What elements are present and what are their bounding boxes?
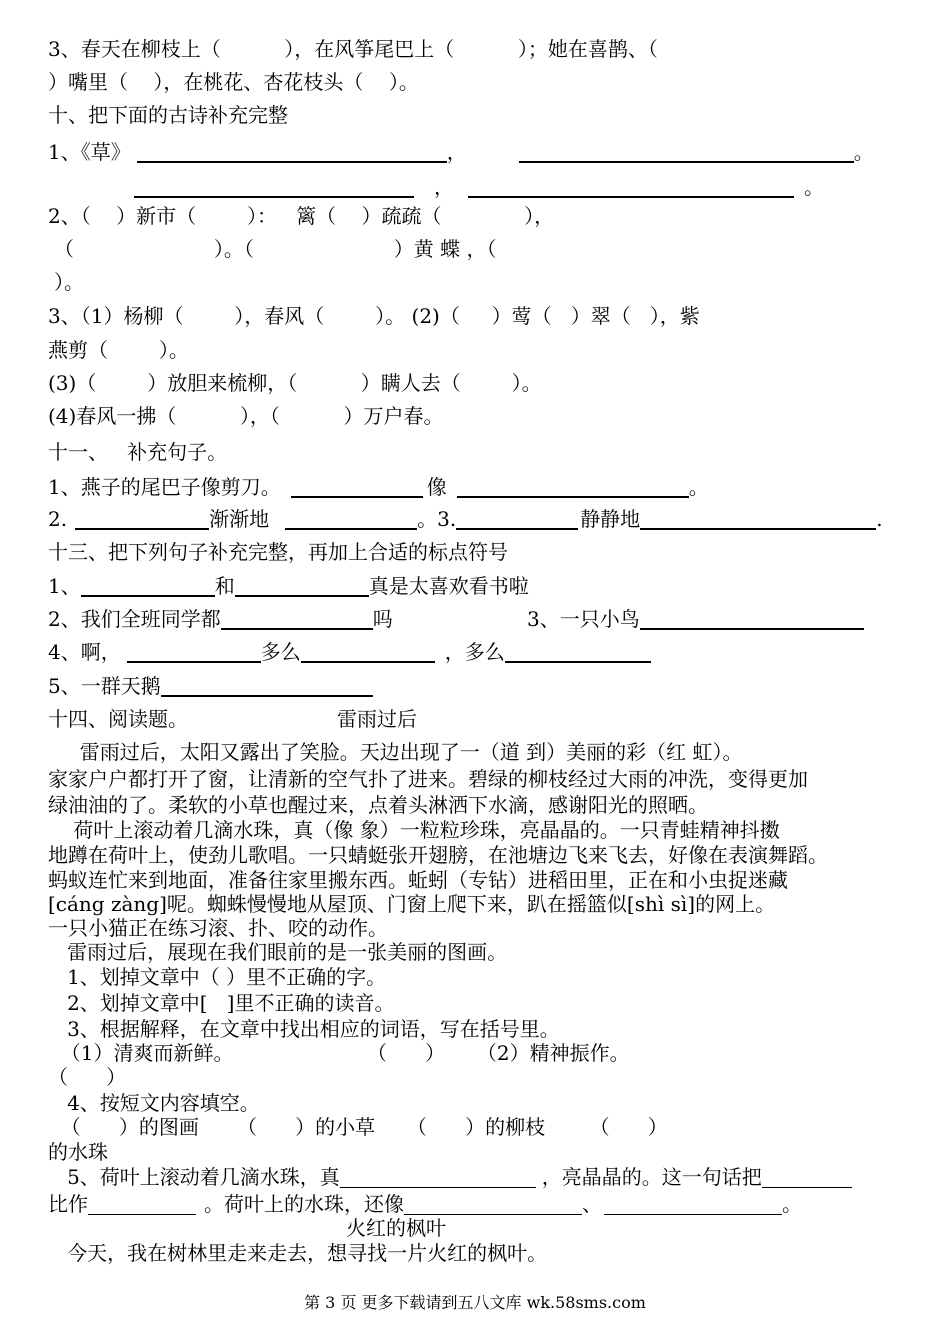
blank[interactable] bbox=[640, 506, 876, 530]
q9-3-line2: ）嘴里（ ），在桃花、杏花枝头（ ）。 bbox=[48, 70, 419, 94]
passage-line: 一只小猫正在练习滚、扑、咬的动作。 bbox=[48, 916, 388, 940]
blank[interactable] bbox=[81, 573, 215, 597]
passage-line: 荷叶上滚动着几滴水珠，真（像 象）一粒粒珍珠，亮晶晶的。一只青蛙精神抖擞 bbox=[48, 818, 780, 842]
blank[interactable] bbox=[762, 1165, 852, 1188]
passage-line: 家家户户都打开了窗，让清新的空气扑了进来。碧绿的柳枝经过大雨的冲洗，变得更加 bbox=[48, 767, 808, 791]
passage-line: 雷雨过后，展现在我们眼前的是一张美丽的图画。 bbox=[48, 940, 508, 964]
blank[interactable] bbox=[291, 474, 423, 498]
passage-line: 蚂蚁连忙来到地面，准备往家里搬东西。蚯蚓（专钻）进稻田里，正在和小虫捉迷藏 bbox=[48, 868, 788, 892]
passage-line: [cáng zàng]呢。蜘蛛慢慢地从屋顶、门窗上爬下来，趴在摇篮似[shì sì]的网上。 bbox=[48, 892, 776, 916]
question-2: 2、划掉文章中[ ]里不正确的读音。 bbox=[48, 991, 395, 1015]
sentence-13-2: 2、我们全班同学都 吗 bbox=[48, 607, 393, 631]
blank[interactable] bbox=[640, 606, 864, 630]
question-5-line2: 比作 。荷叶上的水珠，还像 、 。 bbox=[48, 1192, 802, 1216]
blank[interactable] bbox=[301, 639, 435, 663]
poem-3-line3: (3)（ ）放胆来梳柳，（ ）瞒人去（ ）。 bbox=[48, 371, 542, 395]
poem-2-line3: ）。 bbox=[54, 270, 84, 294]
section-10-title: 十、把下面的古诗补充完整 bbox=[48, 103, 288, 127]
blank[interactable] bbox=[456, 506, 578, 530]
section-11-title: 十一、 补充句子。 bbox=[48, 440, 228, 464]
blank[interactable] bbox=[519, 139, 854, 163]
sentence-13-4: 4、啊， 多么 ，多么 bbox=[48, 637, 651, 667]
blank[interactable] bbox=[221, 606, 373, 630]
blank[interactable] bbox=[457, 474, 689, 498]
q9-3-line1: 3、春天在柳枝上（ ），在风筝尾巴上（ ）；她在喜鹊、（ bbox=[48, 37, 658, 61]
sentence-11-1: 1、燕子的尾巴子像剪刀。 像 。 bbox=[48, 475, 709, 499]
poem-2-line1: 2、（ ）新市（ ）： 篱（ ）疏疏（ ）， bbox=[48, 204, 555, 228]
blank[interactable] bbox=[127, 639, 261, 663]
poem-3-line2: 燕剪（ ）。 bbox=[48, 338, 189, 362]
sentence-11-2: 2. 渐渐地 。3. 静静地 . bbox=[48, 507, 883, 531]
next-passage-title: 火红的枫叶 bbox=[346, 1216, 446, 1240]
question-3-items: （1）清爽而新鲜。 （ ） （2）精神振作。 bbox=[48, 1041, 630, 1065]
blank[interactable] bbox=[235, 573, 369, 597]
question-4-items-cont: 的水珠 bbox=[48, 1140, 108, 1164]
passage-line: 雷雨过后，太阳又露出了笑脸。天边出现了一（道 到）美丽的彩（红 虹）。 bbox=[48, 740, 743, 764]
blank[interactable] bbox=[505, 639, 651, 663]
next-passage-line: 今天，我在树林里走来走去，想寻找一片火红的枫叶。 bbox=[48, 1241, 548, 1265]
passage-title: 雷雨过后 bbox=[337, 707, 417, 731]
poem-2-line2: （ ）。（ ）黄 蝶 ，（ bbox=[54, 237, 497, 261]
blank[interactable] bbox=[134, 174, 414, 198]
section-14-title: 十四、阅读题。 bbox=[48, 707, 188, 731]
blank[interactable] bbox=[468, 174, 794, 198]
passage-line: 绿油油的了。柔软的小草也醒过来，点着头淋洒下水滴，感谢阳光的照晒。 bbox=[48, 793, 708, 817]
question-3: 3、根据解释，在文章中找出相应的词语，写在括号里。 bbox=[48, 1017, 560, 1041]
poem-1-line1: 1、《草》 ， 。 bbox=[48, 140, 874, 164]
poem-3-line1: 3、（1）杨柳（ ），春风（ ）。 (2)（ ）莺（ ）翠（ ），紫 bbox=[48, 304, 700, 328]
poem-3-line4: (4)春风一拂（ ），（ ）万户春。 bbox=[48, 404, 444, 428]
blank[interactable] bbox=[285, 506, 417, 530]
sentence-13-5: 5、一群天鹅 bbox=[48, 671, 373, 701]
blank[interactable] bbox=[137, 139, 447, 163]
blank[interactable] bbox=[75, 506, 209, 530]
blank[interactable] bbox=[404, 1192, 582, 1215]
question-3-items-cont: （ ） bbox=[48, 1065, 127, 1089]
sentence-13-1: 1、 和 真是太喜欢看书啦 bbox=[48, 574, 529, 598]
page-footer: 第 3 页 更多下载请到五八文库 wk.58sms.com bbox=[304, 1293, 646, 1312]
section-13-title: 十三、把下列句子补充完整，再加上合适的标点符号 bbox=[48, 540, 508, 564]
blank[interactable] bbox=[604, 1192, 782, 1215]
blank[interactable] bbox=[340, 1165, 536, 1188]
sentence-13-3: 3、一只小鸟 bbox=[527, 604, 864, 634]
blank[interactable] bbox=[88, 1192, 196, 1215]
poem-1-line2: ， 。 bbox=[134, 172, 824, 202]
blank[interactable] bbox=[161, 673, 373, 697]
question-4-items: （ ）的图画 （ ）的小草 （ ）的柳枝 （ ） bbox=[48, 1115, 668, 1139]
question-4: 4、按短文内容填空。 bbox=[48, 1091, 260, 1115]
question-1: 1、划掉文章中（ ）里不正确的字。 bbox=[48, 965, 387, 989]
passage-line: 地蹲在荷叶上，使劲儿歌唱。一只蜻蜓张开翅膀，在池塘边飞来飞去，好像在表演舞蹈。 bbox=[48, 843, 828, 867]
question-5-line1: 5、荷叶上滚动着几滴水珠，真 ，亮晶晶的。这一句话把 bbox=[48, 1162, 852, 1192]
